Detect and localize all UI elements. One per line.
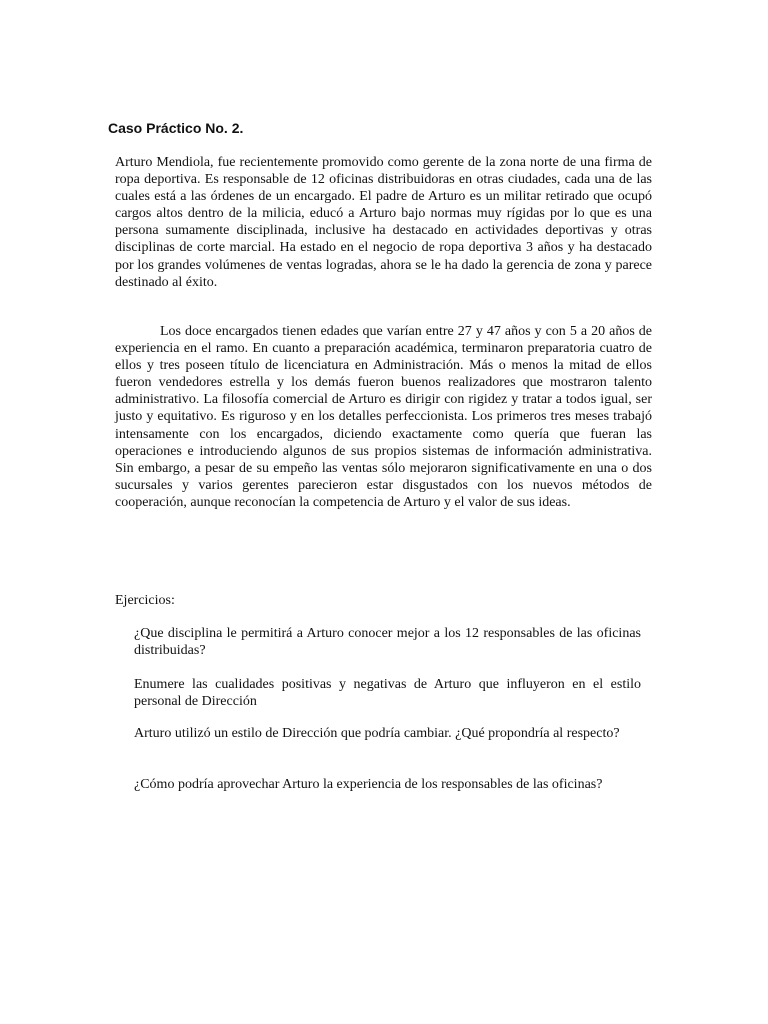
exercise-question-2: Enumere las cualidades positivas y negativas de Arturo que influyeron en el estilo personal de Dirección [134,677,641,709]
exercises-heading: Ejercicios: [115,593,175,608]
case-paragraph-2: Los doce encargados tienen edades que varían entre 27 y 47 años y con 5 a 20 años de experiencia en el ramo. En cuanto a preparación académica, terminaron preparatoria cuatro de ellos y tres poseen título de licenciatura en Administración. Más o menos la mitad de ellos fueron vendedores estrella y los demás fueron buenos realizadores que mostraron talento administrativo. La filosofía comercial de Arturo es dirigir con rigidez y tratar a todos igual, ser justo y equitativo. Es riguroso y en los detalles perfeccionista. Los primeros tres meses trabajó intensamente con los encargados, diciendo exactamente como quería que fueran las operaciones e introduciendo algunos de sus propios sistemas de información administrativa. Sin embargo, a pesar de su empeño las ventas sólo mejoraron significativamente en una o dos sucursales y varios gerentes parecieron estar disgustados con los nuevos métodos de cooperación, aunque reconocían la competencia de Arturo y el valor de sus ideas. [115,324,652,510]
document-title: Caso Práctico No. 2. [108,120,244,136]
case-paragraph-1: Arturo Mendiola, fue recientemente promovido como gerente de la zona norte de una firma de ropa deportiva. Es responsable de 12 oficinas distribuidoras en otras ciudades, cada una de las cuales está a las órdenes de un encargado. El padre de Arturo es un militar retirado que ocupó cargos altos dentro de la milicia, educó a Arturo bajo normas muy rígidas por lo que es una persona sumamente disciplinada, inclusive ha destacado en actividades deportivas y otras disciplinas de corte marcial. Ha estado en el negocio de ropa deportiva 3 años y ha destacado por los grandes volúmenes de ventas logradas, ahora se le ha dado la gerencia de zona y parece destinado al éxito. [115,155,652,290]
exercise-question-4: ¿Cómo podría aprovechar Arturo la experiencia de los responsables de las oficinas? [134,777,603,792]
exercise-question-1: ¿Que disciplina le permitirá a Arturo conocer mejor a los 12 responsables de las oficinas distribuidas? [134,626,641,658]
exercise-question-3: Arturo utilizó un estilo de Dirección que podría cambiar. ¿Qué propondría al respecto? [134,726,620,741]
